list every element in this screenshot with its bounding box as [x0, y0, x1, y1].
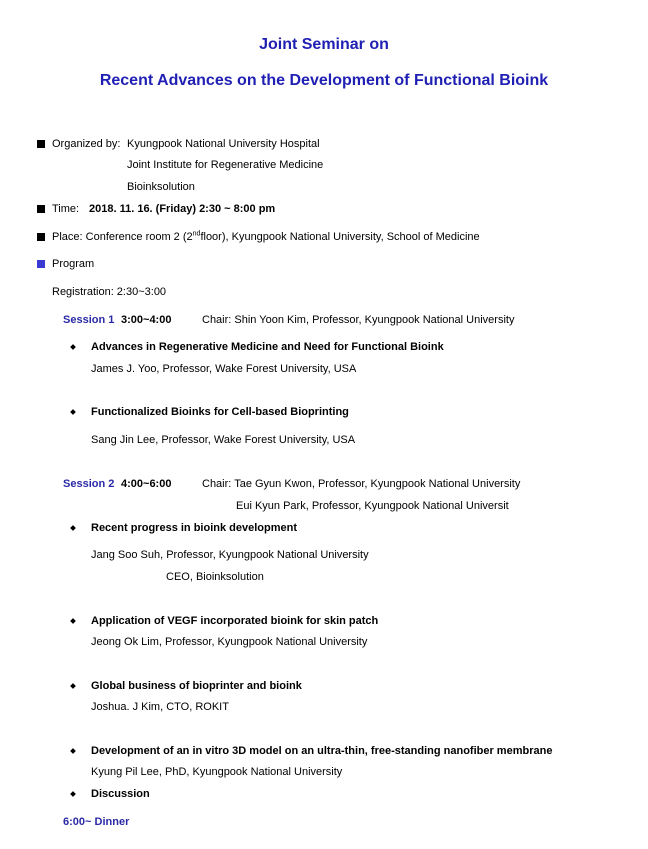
talk-title: Application of VEGF incorporated bioink for skin patch — [91, 615, 379, 627]
diamond-bullet-icon — [70, 525, 76, 531]
talk-title: Development of an in vitro 3D model on an ultra-thin, free-standing nanofiber membrane — [91, 745, 553, 757]
talk-title: Global business of bioprinter and bioink — [91, 680, 302, 692]
organized-label: Organized by: — [52, 138, 121, 150]
talk-title: Functionalized Bioinks for Cell-based Bioprinting — [91, 406, 349, 418]
talk-speaker: James J. Yoo, Professor, Wake Forest University, USA — [91, 363, 357, 375]
organizer-2: Joint Institute for Regenerative Medicine — [127, 159, 324, 171]
registration: Registration: 2:30~3:00 — [52, 286, 167, 298]
session-1-label: Session 1 — [63, 314, 115, 326]
session-2-chair: Chair: Tae Gyun Kwon, Professor, Kyungpook National University — [202, 478, 521, 490]
place-post: floor), Kyungpook National University, School of Medicine — [200, 231, 480, 243]
session-1-chair: Chair: Shin Yoon Kim, Professor, Kyungpook National University — [202, 314, 515, 326]
diamond-bullet-icon — [70, 683, 76, 689]
place-pre: Conference room 2 (2 — [85, 231, 193, 243]
talk-speaker: Sang Jin Lee, Professor, Wake Forest University, USA — [91, 434, 356, 446]
title-line-1: Joint Seminar on — [259, 36, 389, 53]
organizer-1: Kyungpook National University Hospital — [127, 138, 320, 150]
talk-speaker: Jang Soo Suh, Professor, Kyungpook National University — [91, 549, 369, 561]
square-bullet-icon — [37, 260, 45, 268]
time-value: 2018. 11. 16. (Friday) 2:30 ~ 8:00 pm — [89, 203, 276, 215]
session-1-time: 3:00~4:00 — [121, 314, 172, 326]
diamond-bullet-icon — [70, 748, 76, 754]
time-label: Time: — [52, 203, 80, 215]
place-text — [52, 230, 480, 244]
talk-title: Discussion — [91, 788, 150, 800]
talk-title: Advances in Regenerative Medicine and Need for Functional Bioink — [91, 341, 444, 353]
talk-speaker: Kyung Pil Lee, PhD, Kyungpook National University — [91, 766, 343, 778]
square-bullet-icon — [37, 233, 45, 241]
diamond-bullet-icon — [70, 791, 76, 797]
title-line-2: Recent Advances on the Development of Functional Bioink — [99, 72, 549, 89]
diamond-bullet-icon — [70, 409, 76, 415]
diamond-bullet-icon — [70, 344, 76, 350]
dinner-time: 6:00~ — [63, 816, 92, 828]
session-2-chair-2: Eui Kyun Park, Professor, Kyungpook National Universit — [236, 500, 509, 512]
dinner — [63, 815, 129, 829]
square-bullet-icon — [37, 140, 45, 148]
place-label: Place: — [52, 231, 83, 243]
diamond-bullet-icon — [70, 618, 76, 624]
talk-title: Recent progress in bioink development — [91, 522, 297, 534]
dinner-label: Dinner — [94, 816, 130, 828]
place-sup: nd — [192, 230, 201, 238]
talk-speaker: Joshua. J Kim, CTO, ROKIT — [91, 701, 229, 713]
session-2-time: 4:00~6:00 — [121, 478, 172, 490]
talk-speaker-2: CEO, Bioinksolution — [166, 571, 264, 583]
session-2-label: Session 2 — [63, 478, 115, 490]
organizer-3: Bioinksolution — [127, 181, 195, 193]
program-label: Program — [52, 258, 95, 270]
square-bullet-icon — [37, 205, 45, 213]
talk-speaker: Jeong Ok Lim, Professor, Kyungpook National University — [91, 636, 368, 648]
